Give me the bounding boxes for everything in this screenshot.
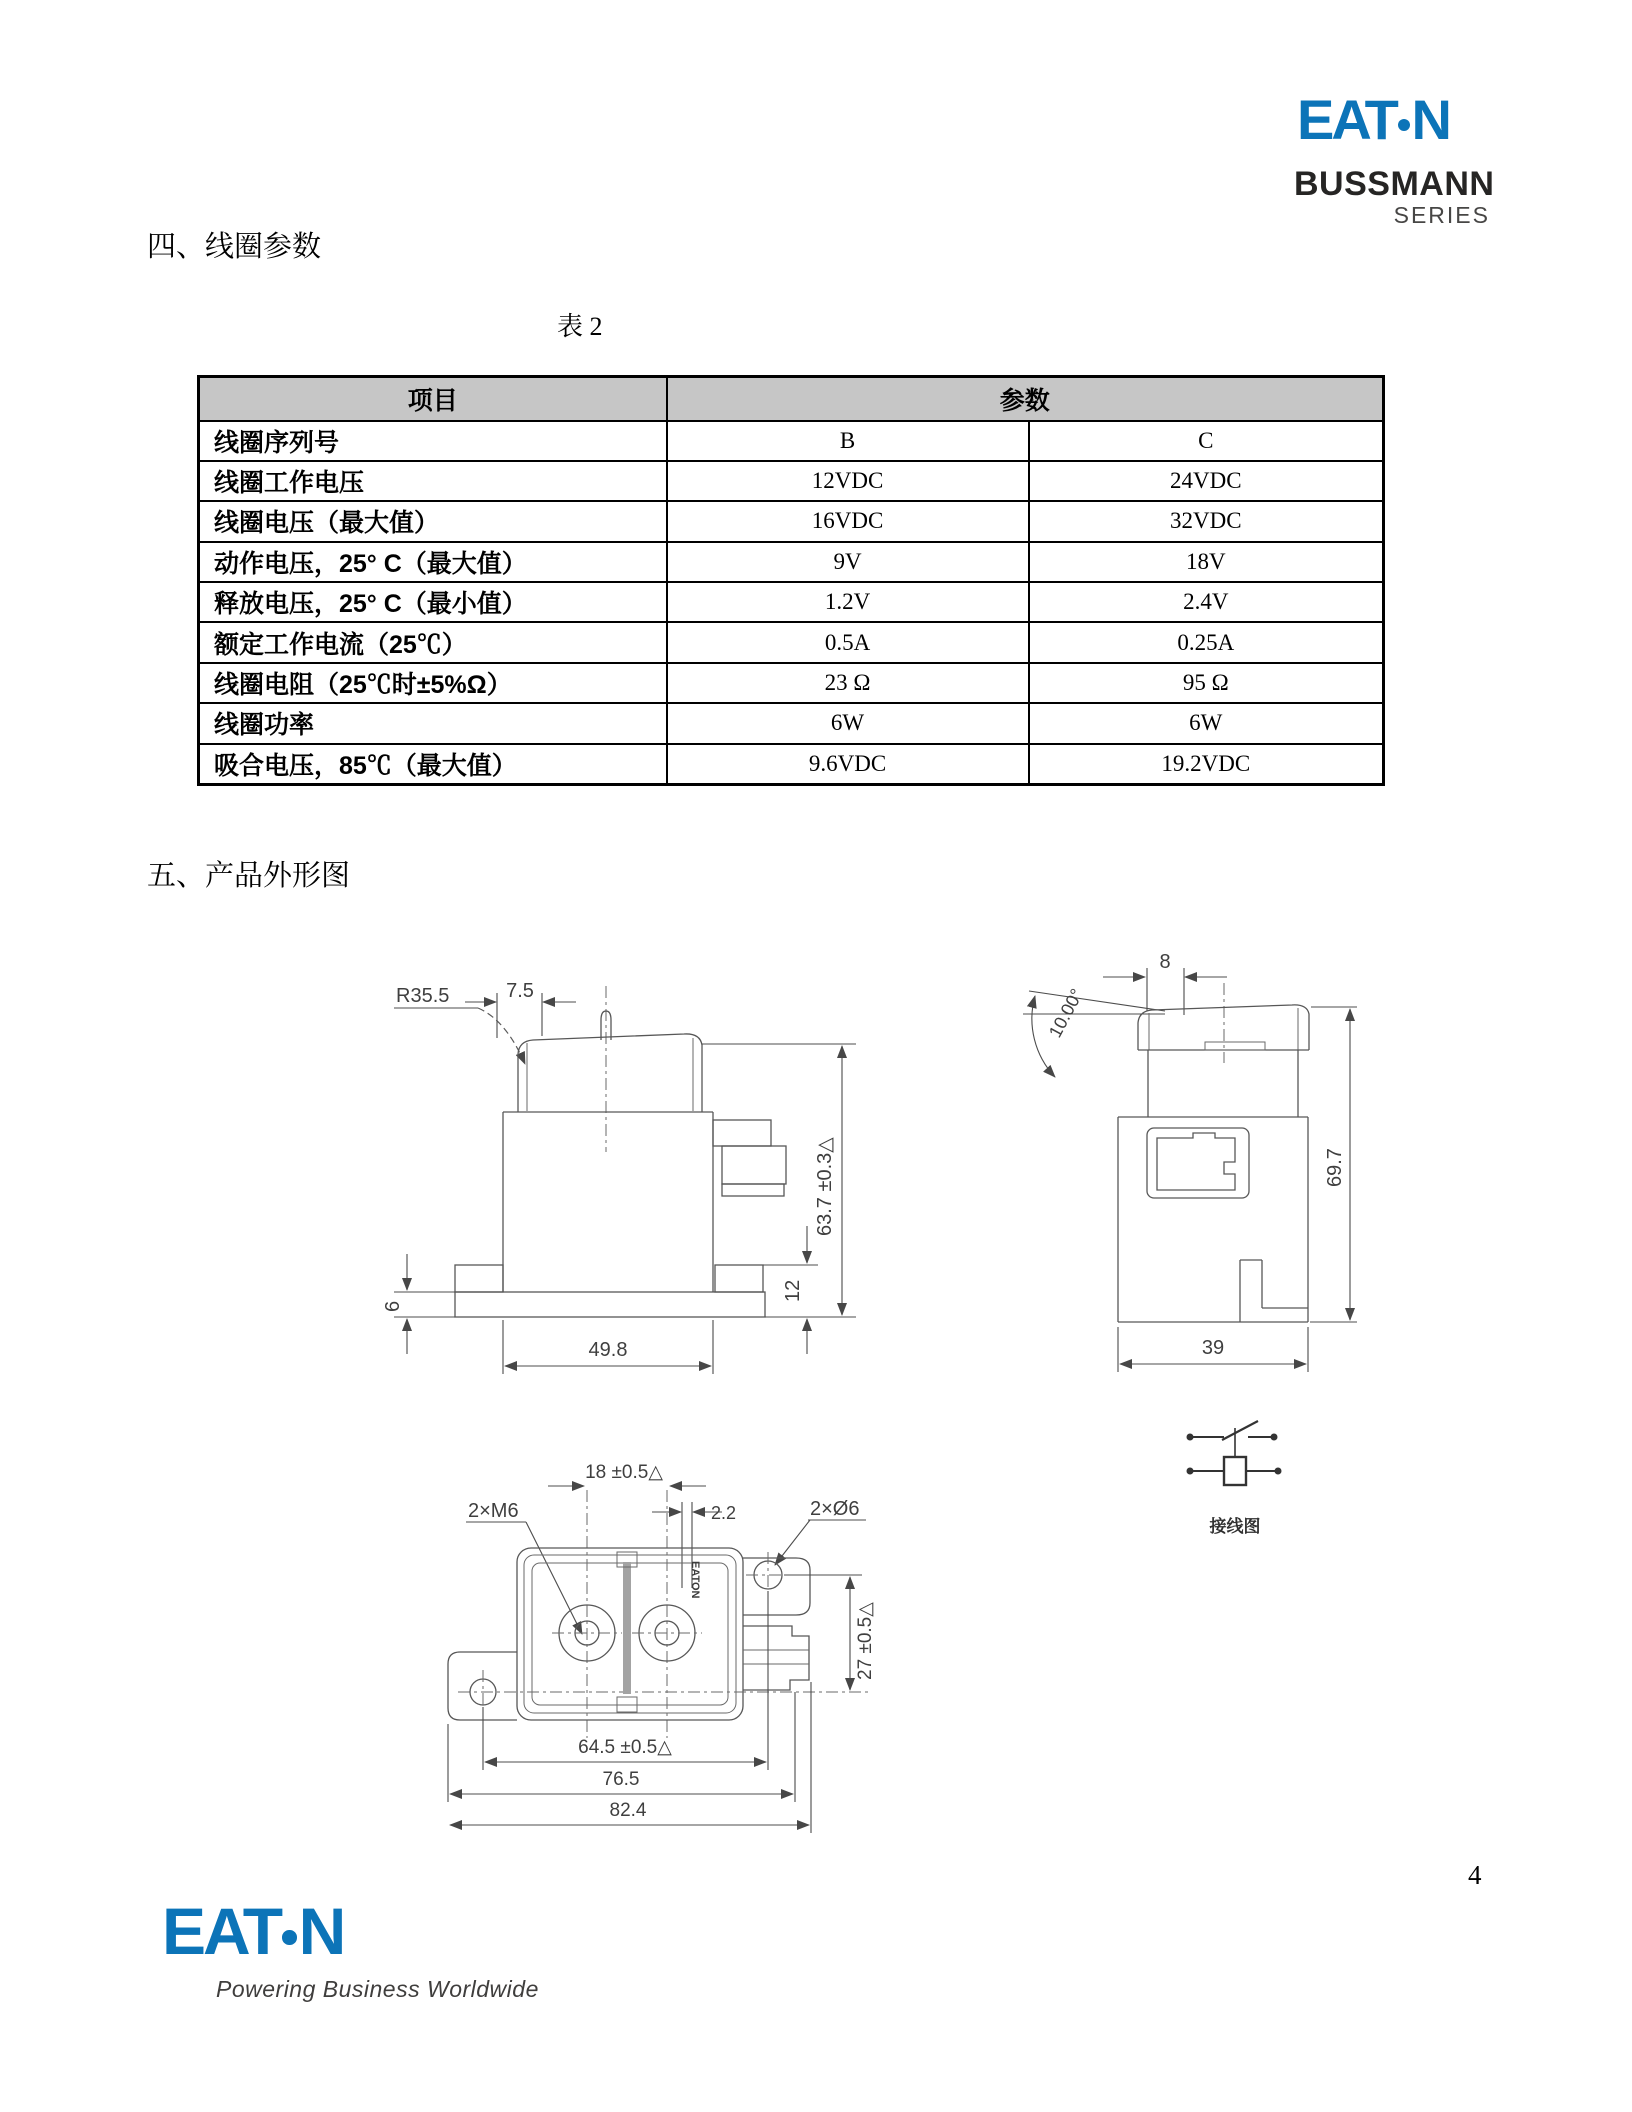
row-value-b: 12VDC: [667, 461, 1029, 501]
row-item: 线圈功率: [199, 703, 667, 743]
flange-height-dim: [763, 1226, 818, 1354]
eaton-logo-part2: N: [298, 1894, 344, 1968]
side-connector: [713, 1120, 771, 1146]
hole-label: 2×Ø6: [810, 1498, 860, 1520]
eaton-logo-part2: N: [1411, 88, 1449, 151]
row-value-c: 95 Ω: [1029, 663, 1384, 703]
bottom-width-label: 49.8: [588, 1339, 628, 1361]
depth-dim: [784, 1575, 876, 1690]
row-item: 线圈电阻（25℃时±5%Ω）: [199, 663, 667, 703]
table-row: [199, 582, 1384, 622]
depth-label: 27 ±0.5△: [855, 1602, 876, 1680]
thread-label: 2×M6: [468, 1500, 519, 1522]
row-value-c: 32VDC: [1029, 501, 1384, 541]
row-value-c: 6W: [1029, 703, 1384, 743]
mount-pitch-label: 64.5 ±0.5△: [578, 1737, 672, 1758]
terminal-divider: [623, 1562, 631, 1694]
row-value-b: 16VDC: [667, 501, 1029, 541]
flange-height-label: 12: [782, 1279, 804, 1302]
row-value-b: 9V: [667, 542, 1029, 582]
table-caption: 表 2: [557, 312, 603, 341]
eaton-logo-text: [1297, 88, 1449, 151]
schematic-label: 接线图: [1209, 1517, 1261, 1536]
row-item: 线圈电压（最大值）: [199, 501, 667, 541]
eaton-logo-text: [162, 1894, 344, 1968]
table-row: [199, 663, 1384, 703]
height-label: 63.7 ±0.3△: [814, 1137, 836, 1236]
row-value-c: 24VDC: [1029, 461, 1384, 501]
relay-front-outline: [1118, 983, 1309, 1322]
row-value-b: 1.2V: [667, 582, 1029, 622]
row-value-c: 18V: [1029, 542, 1384, 582]
brand-mark-label: EATON: [689, 1561, 701, 1599]
relay-contact-symbol: [1187, 1421, 1278, 1457]
height-dim: [1310, 1007, 1357, 1322]
page-number: 4: [1468, 1860, 1482, 1890]
top-width-dim: [465, 980, 576, 1038]
table-row: [199, 501, 1384, 541]
width-total-label: 82.4: [609, 1800, 647, 1821]
relay-top-outline: [448, 1548, 872, 1720]
row-item: 线圈工作电压: [199, 461, 667, 501]
row-item: 动作电压，25° C（最大值）: [199, 542, 667, 582]
bottom-width-label: 39: [1201, 1337, 1225, 1359]
table-row: [199, 622, 1384, 662]
top-width-label: 7.5: [506, 980, 534, 1002]
eaton-dot-icon: [1398, 119, 1410, 131]
cap-width-dim: [1103, 951, 1227, 1015]
top-connector: [743, 1626, 809, 1690]
eaton-dot-icon: [282, 1930, 297, 1945]
eaton-logo: [1297, 88, 1449, 151]
top-view-drawing: [420, 1440, 900, 1860]
angle-label: 10.00°: [1044, 985, 1088, 1041]
row-item: 释放电压，25° C（最小值）: [199, 582, 667, 622]
front-view-drawing: [1005, 935, 1435, 1410]
row-value-c: C: [1029, 421, 1384, 461]
eaton-footer-logo: [162, 1894, 344, 1968]
eaton-tagline: Powering Business Worldwide: [216, 1976, 539, 2002]
relay-coil-symbol: [1187, 1457, 1282, 1485]
height-dim: [702, 1044, 856, 1317]
table-row: [199, 703, 1384, 743]
radius-label: R35.5: [396, 985, 450, 1007]
coil-parameter-table: [197, 375, 1385, 786]
header-item: 项目: [199, 377, 667, 421]
row-item: 额定工作电流（25℃）: [199, 622, 667, 662]
terminal-pitch-label: 18 ±0.5△: [585, 1462, 663, 1483]
eaton-logo-part1: EAT: [162, 1894, 281, 1968]
section-5-heading: 五、产品外形图: [147, 860, 351, 892]
bottom-width-dim: [1118, 1327, 1308, 1372]
base-thickness-label: 6: [382, 1300, 404, 1312]
height-label: 69.7: [1324, 1148, 1346, 1187]
cap-width-label: 8: [1159, 951, 1171, 973]
table-row: [199, 421, 1384, 461]
row-value-b: 0.5A: [667, 622, 1029, 662]
table-row: [199, 461, 1384, 501]
gap-label: 2.2: [711, 1503, 737, 1523]
side-view-drawing: [370, 940, 900, 1410]
width-mid-label: 76.5: [602, 1769, 640, 1790]
angle-dim: [1023, 985, 1165, 1077]
table-header-row: [199, 377, 1384, 421]
row-value-c: 0.25A: [1029, 622, 1384, 662]
row-value-b: B: [667, 421, 1029, 461]
row-item: 吸合电压，85℃（最大值）: [199, 744, 667, 785]
eaton-logo-part1: EAT: [1297, 88, 1396, 151]
row-value-b: 9.6VDC: [667, 744, 1029, 785]
series-wordmark: SERIES: [1393, 202, 1490, 228]
row-value-b: 23 Ω: [667, 663, 1029, 703]
base-thickness-dim: [382, 1254, 455, 1354]
table-row: [199, 542, 1384, 582]
row-item: 线圈序列号: [199, 421, 667, 461]
bottom-width-dim: [503, 1320, 713, 1374]
table-row: [199, 744, 1384, 785]
row-value-b: 6W: [667, 703, 1029, 743]
bussmann-wordmark: BUSSMANN: [1294, 165, 1495, 203]
section-4-heading: 四、线圈参数: [147, 231, 322, 263]
row-value-c: 19.2VDC: [1029, 744, 1384, 785]
hole-callout: [775, 1498, 866, 1565]
header-param: 参数: [667, 377, 1384, 421]
wiring-schematic: [1138, 1393, 1348, 1553]
relay-side-outline: [455, 986, 786, 1317]
row-value-c: 2.4V: [1029, 582, 1384, 622]
